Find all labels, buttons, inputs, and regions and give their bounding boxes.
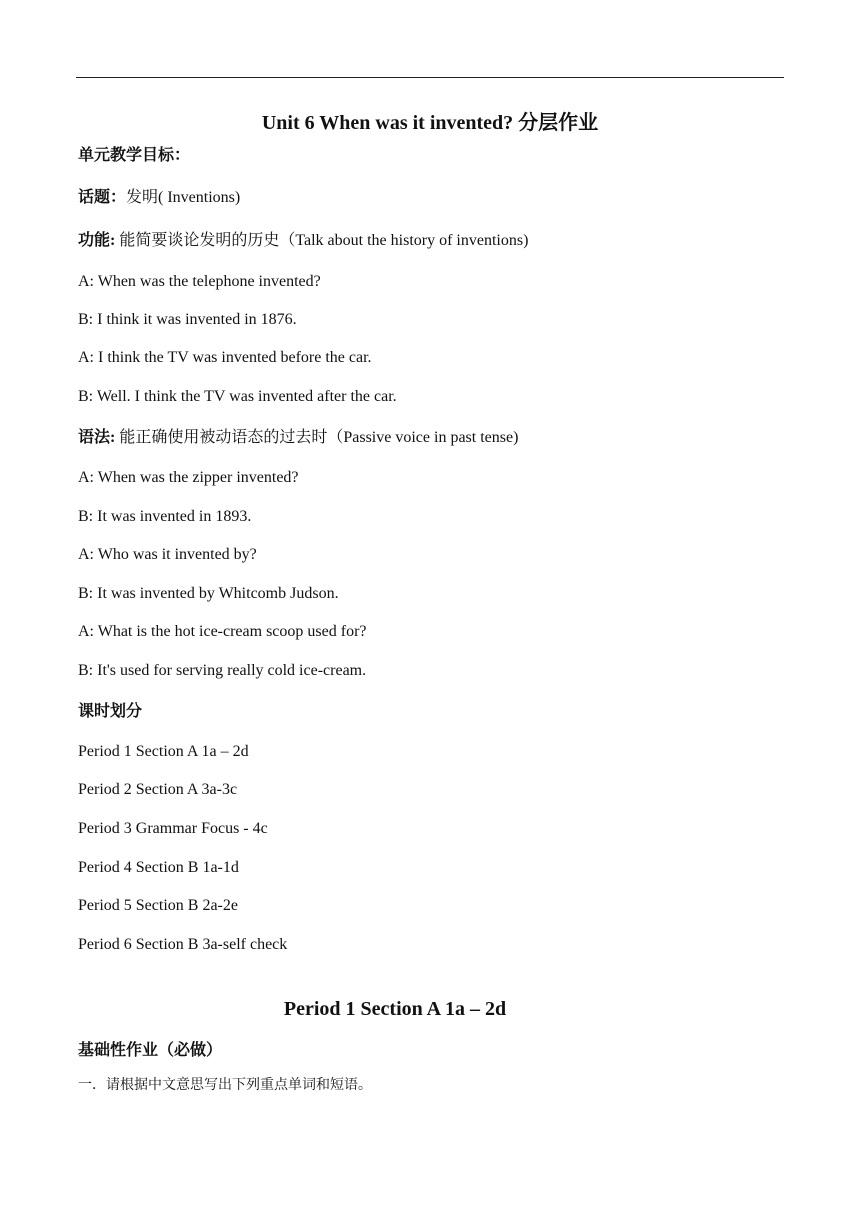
function-line bbox=[78, 231, 528, 251]
function-example-3: A: I think the TV was invented before the car. bbox=[78, 349, 372, 366]
period-item-3: Period 3 Grammar Focus - 4c bbox=[78, 820, 268, 837]
period-item-2: Period 2 Section A 3a-3c bbox=[78, 781, 238, 798]
period-item-6: Period 6 Section B 3a-self check bbox=[78, 936, 288, 953]
function-label: 功能: bbox=[78, 232, 116, 249]
function-text: 能简要谈论发明的历史（Talk about the history of inventions) bbox=[115, 232, 529, 249]
period-item-4: Period 4 Section B 1a-1d bbox=[78, 859, 239, 876]
topic-label: 话题： bbox=[78, 189, 127, 206]
grammar-example-3: A: Who was it invented by? bbox=[78, 546, 257, 563]
grammar-label: 语法: bbox=[78, 429, 116, 446]
exercise-instruction: 一．请根据中文意思写出下列重点单词和短语。 bbox=[78, 1078, 372, 1093]
function-example-1: A: When was the telephone invented? bbox=[78, 273, 321, 290]
grammar-example-5: A: What is the hot ice-cream scoop used for? bbox=[78, 623, 367, 640]
grammar-example-6: B: It's used for serving really cold ice-cream. bbox=[78, 662, 367, 679]
objectives-heading: 单元教学目标： bbox=[78, 147, 191, 164]
period1-title: Period 1 Section A 1a – 2d bbox=[283, 998, 507, 1020]
period-item-1: Period 1 Section A 1a – 2d bbox=[78, 743, 249, 760]
basic-homework-heading: 基础性作业（必做） bbox=[78, 1042, 223, 1059]
grammar-example-1: A: When was the zipper invented? bbox=[78, 469, 299, 486]
grammar-line bbox=[78, 428, 518, 448]
document-title: Unit 6 When was it invented? 分层作业 bbox=[261, 112, 599, 134]
periods-heading: 课时划分 bbox=[78, 703, 143, 720]
function-example-2: B: I think it was invented in 1876. bbox=[78, 311, 297, 328]
function-example-4: B: Well. I think the TV was invented after the car. bbox=[78, 388, 397, 405]
topic-line bbox=[78, 188, 240, 208]
header-rule bbox=[76, 77, 784, 78]
grammar-example-2: B: It was invented in 1893. bbox=[78, 508, 252, 525]
grammar-text: 能正确使用被动语态的过去时（Passive voice in past tense) bbox=[115, 429, 519, 446]
grammar-example-4: B: It was invented by Whitcomb Judson. bbox=[78, 585, 339, 602]
topic-text: 发明( Inventions) bbox=[126, 189, 241, 206]
period-item-5: Period 5 Section B 2a-2e bbox=[78, 897, 238, 914]
